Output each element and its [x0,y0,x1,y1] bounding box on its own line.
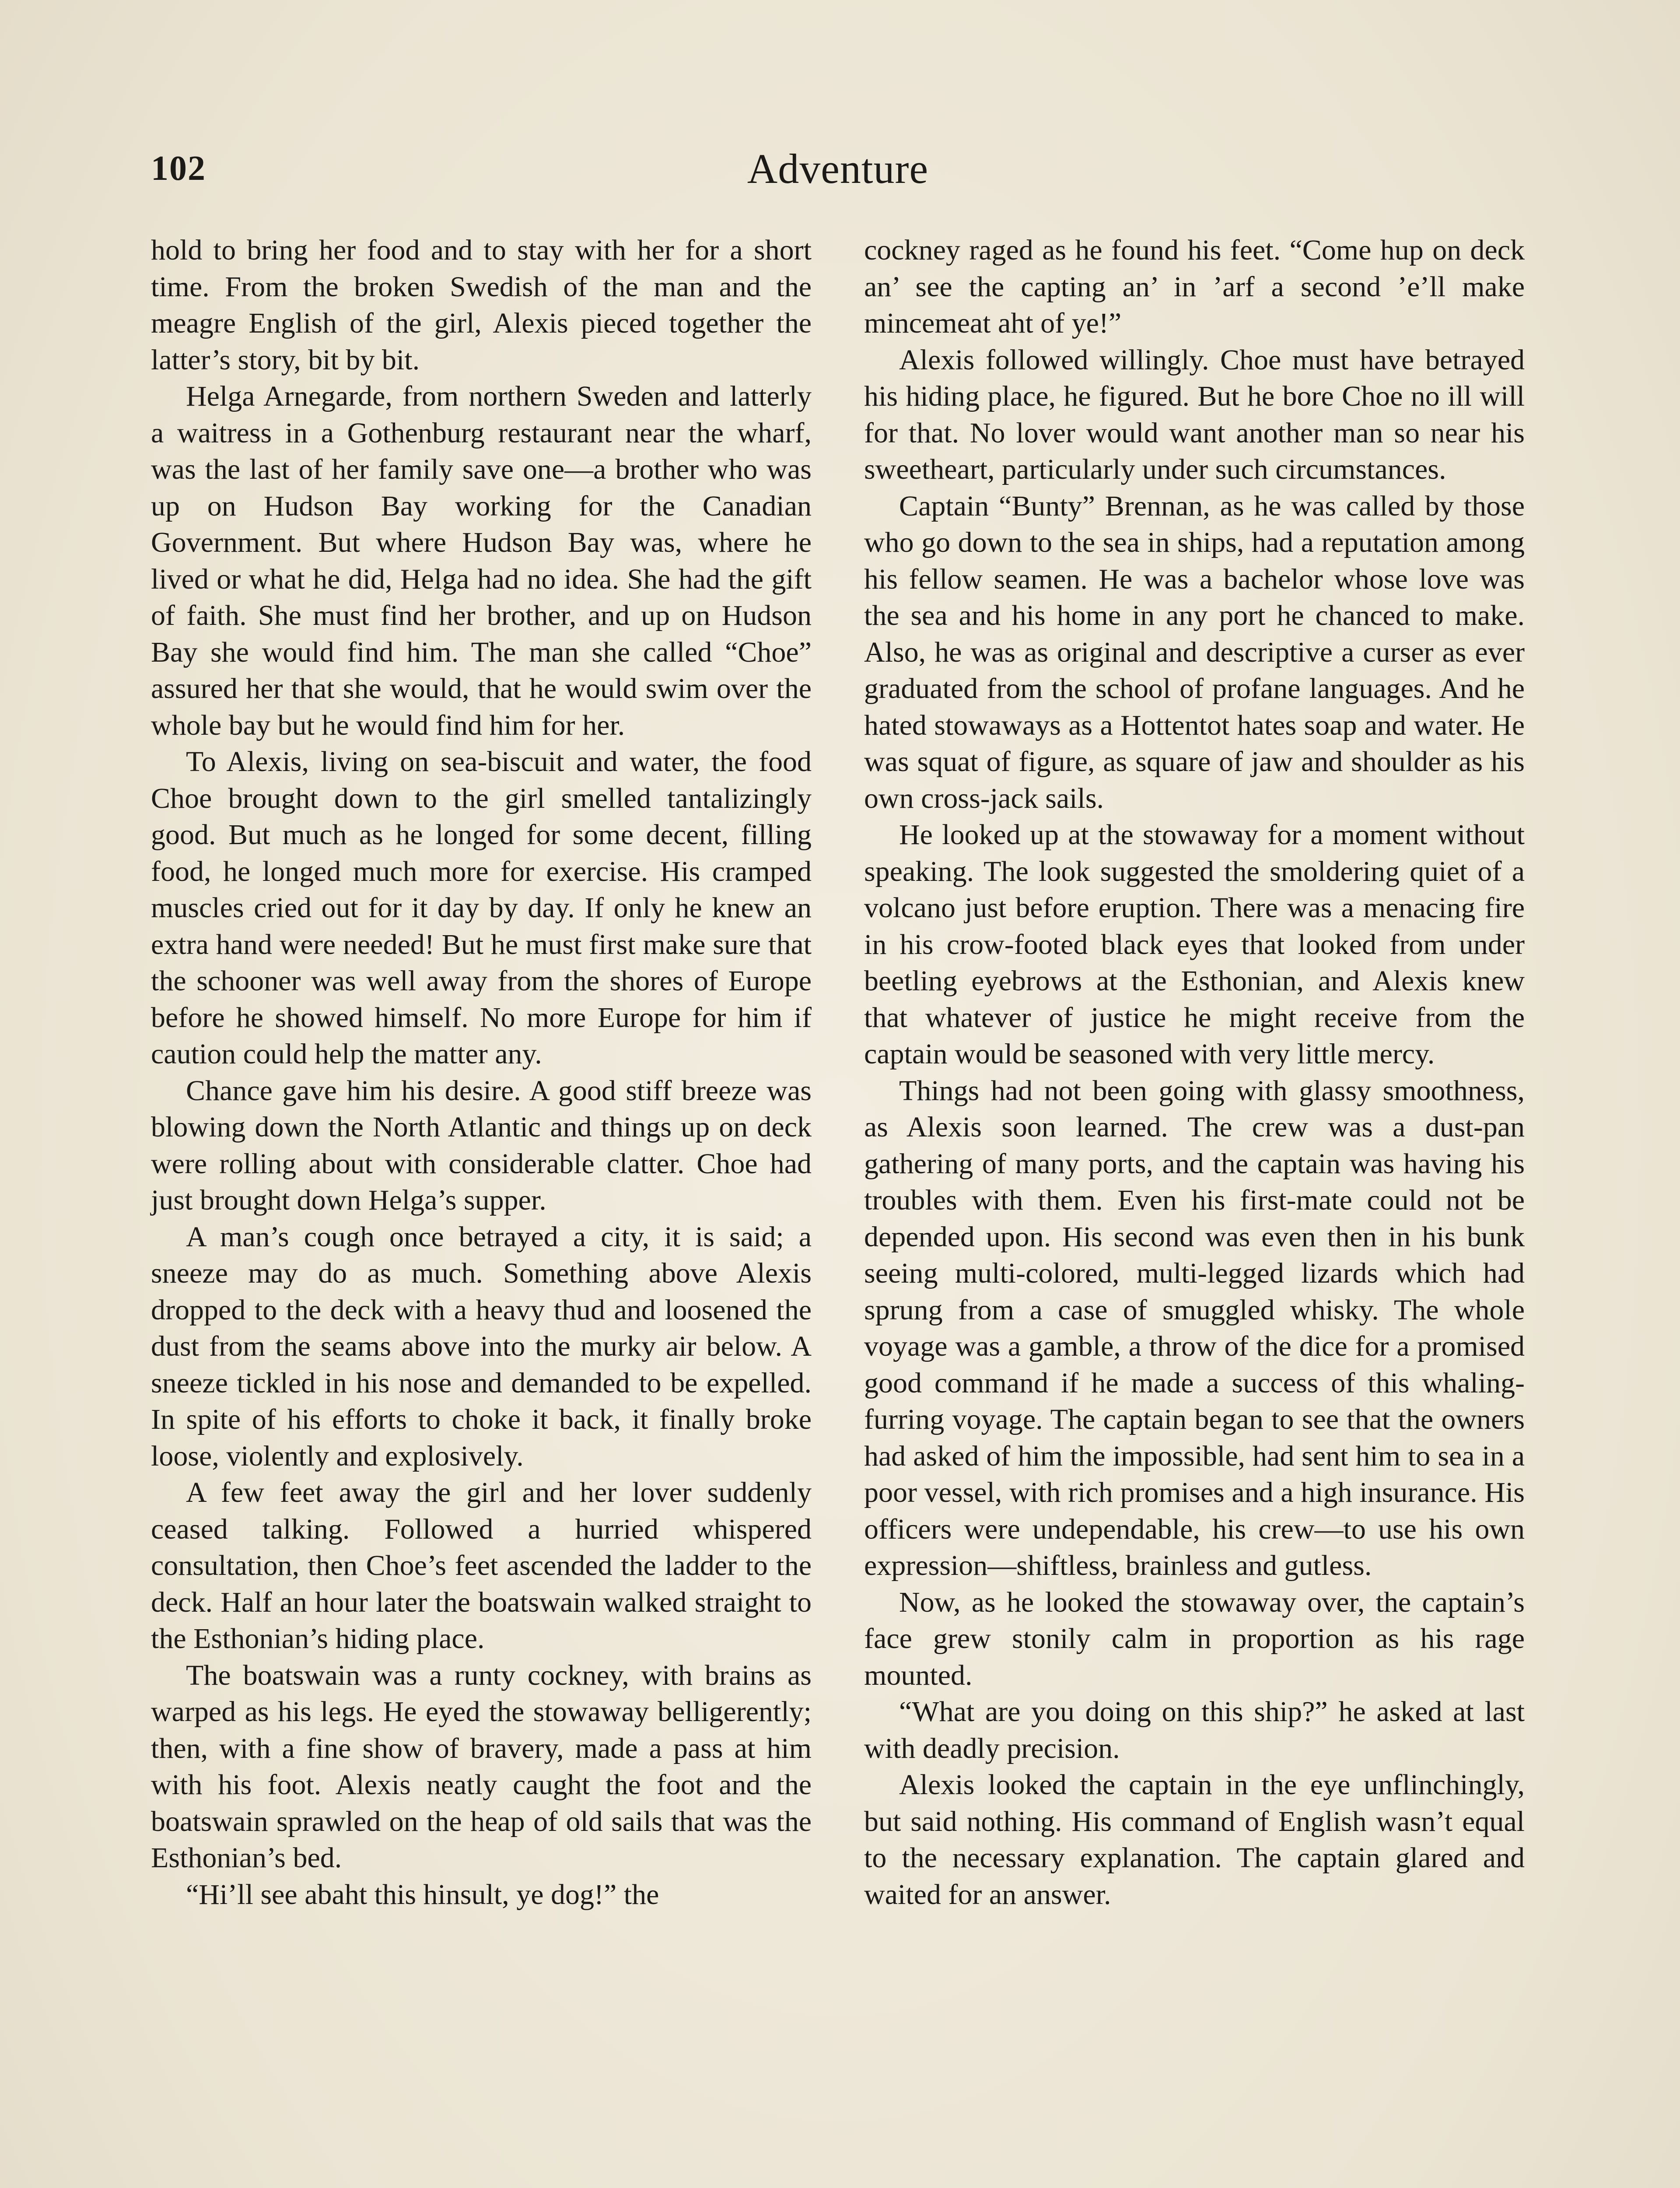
right-column [864,232,1525,2188]
paragraph: Helga Arnegarde, from northern Sweden and latterly a waitress in a Gothenburg restaurant near the wharf, was the last of her family save one—a brother who was up on Hudson Bay working for the Canadian Government. But where Hudson Bay was, where he lived or what he did, Helga had no idea. She had the gift of faith. She must find her brother, and up on Hudson Bay she would find him. The man she called “Choe” assured her that she would, that he would swim over the whole bay but he would find him for her. [151,380,812,741]
paragraph: A man’s cough once betrayed a city, it is said; a sneeze may do as much. Something above Alexis dropped to the deck with a heavy thud and loosened the dust from the seams above into the murky air below. A sneeze tickled in his nose and demanded to be expelled. In spite of his efforts to choke it back, it finally broke loose, violently and explosively. [151,1220,812,1472]
paragraph: Chance gave him his desire. A good stiff breeze was blowing down the North Atlantic and things up on deck were rolling about with considerable clatter. Choe had just brought down Helga’s supper. [151,1074,812,1216]
paragraph: Now, as he looked the stowaway over, the captain’s face grew stonily calm in proportion as his rage mounted. [864,1586,1525,1691]
paragraph: The boatswain was a runty cockney, with brains as warped as his legs. He eyed the stowaway belligerently; then, with a fine show of bravery, made a pass at him with his foot. Alexis neatly caught the foot and the boatswain sprawled on the heap of old sails that was the Esthonian’s bed. [151,1659,812,1874]
paragraph: hold to bring her food and to stay with her for a short time. From the broken Swedish of the man and the meagre English of the girl, Alexis pieced together the latter’s story, bit by bit. [151,234,812,376]
paragraph: Things had not been going with glassy smoothness, as Alexis soon learned. The crew was a dust-pan gathering of many ports, and the captain was having his troubles with them. Even his first-mate could not be depended upon. His second was even then in his bunk seeing multi-colored, multi-legged lizards which had sprung from a case of smuggled whisky. The whole voyage was a gamble, a throw of the dice for a promised good command if he made a success of this whaling-furring voyage. The captain began to see that the owners had asked of him the impossible, had sent him to sea in a poor vessel, with rich promises and a high insurance. His officers were undependable, his crew—to use his own expression—shiftless, brainless and gutless. [864,1074,1525,1581]
paragraph: “Hi’ll see abaht this hinsult, ye dog!” the [186,1878,659,1911]
paragraph: “What are you doing on this ship?” he asked at last with deadly precision. [864,1696,1525,1764]
page-number: 102 [151,149,206,188]
paragraph: He looked up at the stowaway for a moment without speaking. The look suggested the smoldering quiet of a volcano just before eruption. There was a menacing fire in his crow-footed black eyes that looked from under beetling eyebrows at the Esthonian, and Alexis knew that whatever of justice he might receive from the captain would be seasoned with very little mercy. [864,819,1525,1070]
text-columns [151,232,1525,2188]
running-head: Adventure [747,145,929,192]
paragraph: cockney raged as he found his feet. “Come hup on deck an’ see the capting an’ in ’arf a second ’e’ll make mincemeat aht of ye!” [864,234,1525,339]
paragraph: Captain “Bunty” Brennan, as he was called by those who go down to the sea in ships, had a reputation among his fellow seamen. He was a bachelor whose love was the sea and his home in any port he chanced to make. Also, he was as original and descriptive a curser as ever graduated from the school of profane languages. And he hated stowaways as a Hottentot hates soap and water. He was squat of figure, as square of jaw and shoulder as his own cross-jack sails. [864,490,1525,814]
page-header [151,144,1525,201]
paragraph: To Alexis, living on sea-biscuit and water, the food Choe brought down to the girl smelled tantalizingly good. But much as he longed for some decent, filling food, he longed much more for exercise. His cramped muscles cried out for it day by day. If only he knew an extra hand were needed! But he must first make sure that the schooner was well away from the shores of Europe before he showed himself. No more Europe for him if caution could help the matter any. [151,746,812,1070]
left-column [151,232,812,2188]
paragraph: Alexis looked the captain in the eye unflinchingly, but said nothing. His command of English wasn’t equal to the necessary explanation. The captain glared and waited for an answer. [864,1769,1525,1911]
paragraph: Alexis followed willingly. Choe must have betrayed his hiding place, he figured. But he bore Choe no ill will for that. No lover would want another man so near his sweetheart, particularly under such circumstances. [864,344,1525,485]
paragraph: A few feet away the girl and her lover suddenly ceased talking. Followed a hurried whispered consultation, then Choe’s feet ascended the ladder to the deck. Half an hour later the boatswain walked straight to the Esthonian’s hiding place. [151,1476,812,1655]
